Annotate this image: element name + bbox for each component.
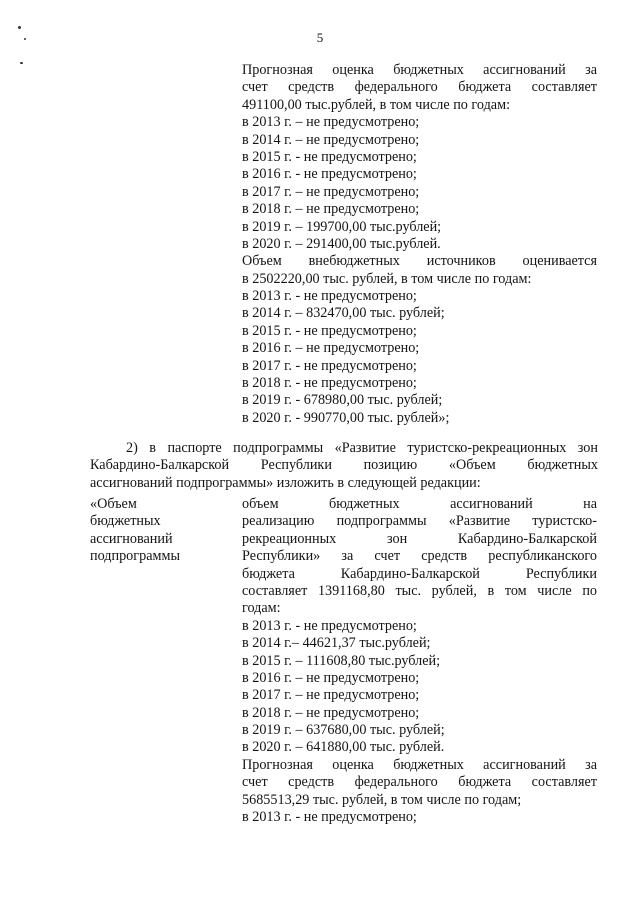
text-line: Кабардино-Балкарской Республики позицию «Объем бюджетных [90,457,598,474]
text-line: в 2019 г. – 199700,00 тыс.рублей; [242,218,442,235]
text-line: в 2019 г. - 678980,00 тыс. рублей; [242,392,443,409]
text-line: в 2016 г. – не предусмотрено; [242,340,420,357]
text-line: в 2017 г. - не предусмотрено; [242,357,417,374]
text-line: в 2020 г. – 291400,00 тыс.рублей. [242,235,441,252]
text-line: ассигнований подпрограммы» изложить в следующей редакции: [90,474,481,491]
text-line: счет средств федерального бюджета составляет [242,774,597,791]
row-value [242,496,597,826]
text-line: 2) в паспорте подпрограммы «Развитие туристско-рекреационных зон [126,440,598,456]
text-line: рекреационных зон Кабардино-Балкарской [242,530,597,547]
scan-speck [20,62,23,64]
text-line: Прогнозная оценка бюджетных ассигнований за [242,62,597,78]
text-line: годам: [242,600,281,617]
text-line: ассигнований [90,530,173,547]
text-line: в 2015 г. - не предусмотрено; [242,148,417,165]
text-line: реализацию подпрограммы «Развитие туристско- [242,513,597,530]
text-line: в 2502220,00 тыс. рублей, в том числе по годам: [242,270,532,287]
text-line: «Объем [90,496,137,512]
text-line: в 2020 г. – 641880,00 тыс. рублей. [242,739,445,756]
text-line: счет средств федерального бюджета составляет [242,79,597,96]
text-line: в 2016 г. – не предусмотрено; [242,669,420,686]
text-line: 5685513,29 тыс. рублей, в том числе по годам; [242,791,522,808]
text-line: в 2014 г.– 44621,37 тыс.рублей; [242,635,431,652]
text-line: подпрограммы [90,548,180,565]
text-line: в 2016 г. - не предусмотрено; [242,166,417,183]
text-line: бюджета Кабардино-Балкарской Республики [242,565,597,582]
text-line: Республики» за счет средств республиканского [242,548,597,565]
text-line: в 2020 г. - 990770,00 тыс. рублей»; [242,409,450,426]
text-line: в 2013 г. - не предусмотрено; [242,617,417,634]
text-line: в 2018 г. – не предусмотрено; [242,201,420,218]
text-line: 491100,00 тыс.рублей, в том числе по годам: [242,96,511,113]
text-line: бюджетных [90,513,161,530]
text-line: в 2013 г. – не предусмотрено; [242,114,420,131]
text-line: в 2013 г. - не предусмотрено; [242,809,417,826]
text-line: Прогнозная оценка бюджетных ассигнований за [242,756,597,773]
page-number: 5 [316,30,324,45]
text-line: в 2014 г. – 832470,00 тыс. рублей; [242,305,445,322]
text-line: в 2017 г. – не предусмотрено; [242,183,420,200]
text-line: объем бюджетных ассигнований на [242,496,597,512]
amendment-paragraph [90,440,598,492]
text-line: в 2018 г. - не предусмотрено; [242,375,417,392]
scan-speck [18,26,21,29]
row-label [90,496,230,566]
text-line: в 2013 г. - не предусмотрено; [242,288,417,305]
text-line: составляет 1391168,80 тыс. рублей, в том числе по [242,582,597,599]
text-line: в 2015 г. - не предусмотрено; [242,322,417,339]
passport-row [90,496,598,826]
text-line: Объем внебюджетных источников оценивается [242,253,597,270]
text-line: в 2015 г. – 111608,80 тыс.рублей; [242,652,441,669]
text-line: в 2019 г. – 637680,00 тыс. рублей; [242,722,445,739]
text-line: в 2014 г. – не предусмотрено; [242,131,420,148]
text-line: в 2017 г. – не предусмотрено; [242,687,420,704]
funding-forecast-block [242,62,597,427]
text-line: в 2018 г. – не предусмотрено; [242,704,420,721]
